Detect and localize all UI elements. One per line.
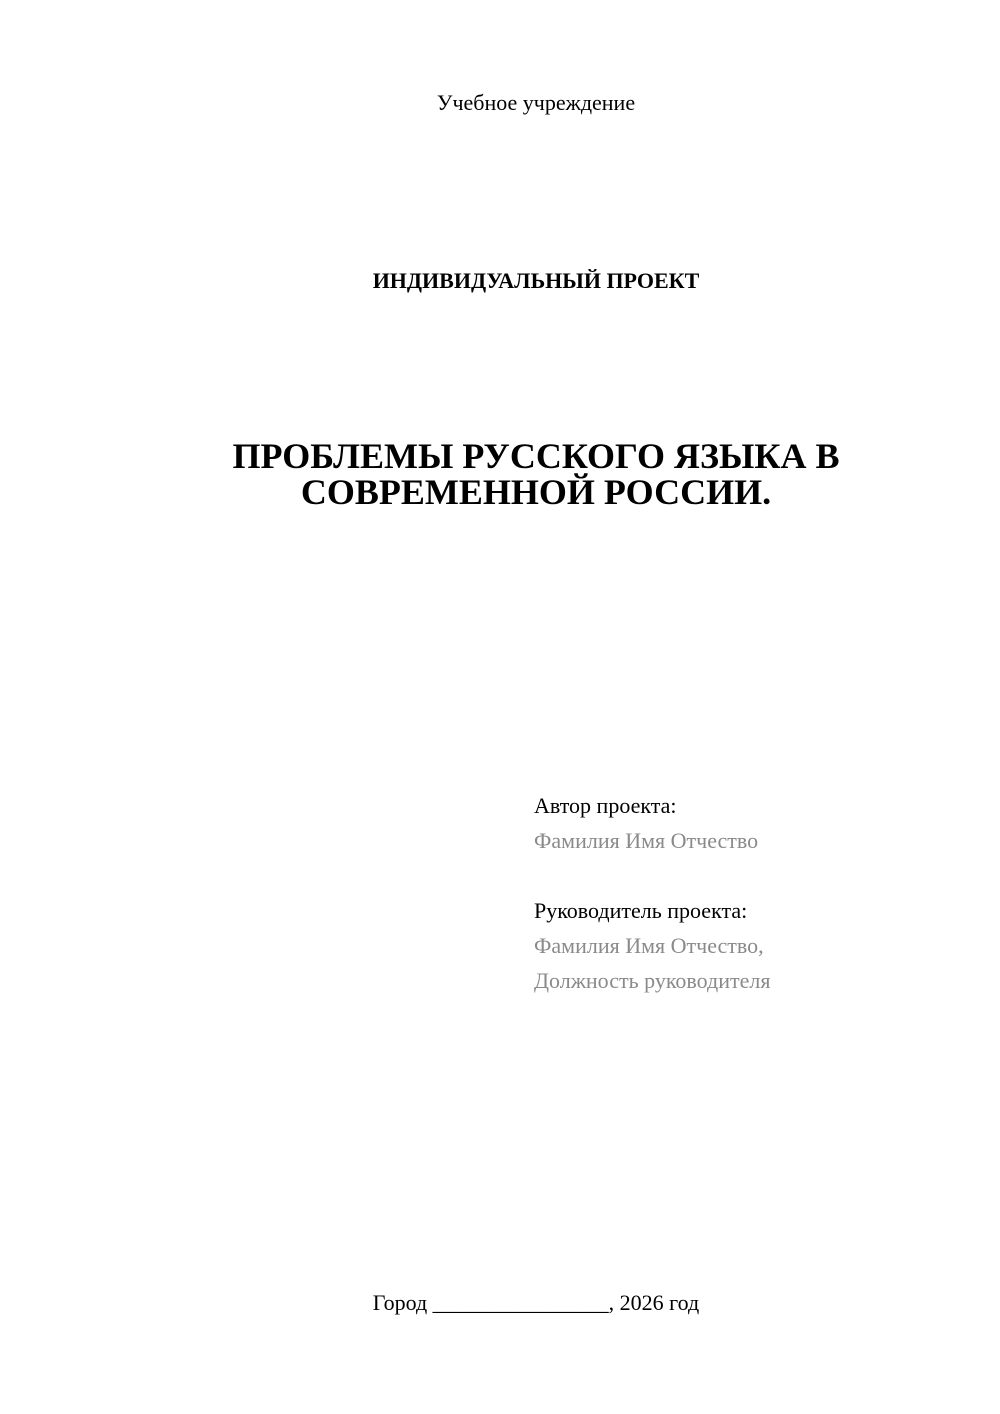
- author-name: Фамилия Имя Отчество: [534, 828, 759, 853]
- city-year-line: Город ________________, 2026 год: [372, 1290, 700, 1315]
- supervisor-name: Фамилия Имя Отчество,: [534, 933, 764, 958]
- project-title: [0, 438, 1000, 510]
- institution-name: Учебное учреждение: [436, 90, 636, 115]
- project-title-line-2: СОВРЕМЕННОЙ РОССИИ.: [300, 472, 772, 512]
- project-type-heading: ИНДИВИДУАЛЬНЫЙ ПРОЕКТ: [372, 268, 700, 293]
- project-title-line-1: ПРОБЛЕМЫ РУССКОГО ЯЗЫКА В: [232, 436, 840, 476]
- author-label: Автор проекта:: [534, 793, 677, 818]
- supervisor-label: Руководитель проекта:: [534, 898, 748, 923]
- credits-block: [534, 788, 770, 998]
- supervisor-position: Должность руководителя: [534, 968, 771, 993]
- credits-spacer: [534, 858, 770, 893]
